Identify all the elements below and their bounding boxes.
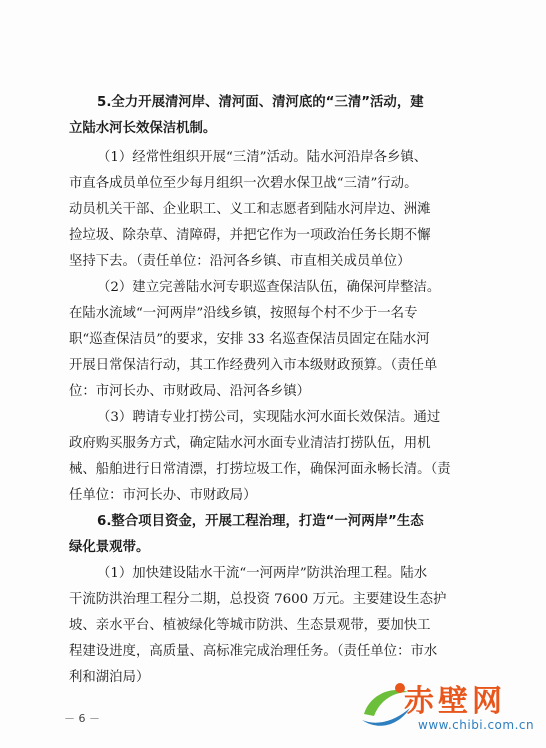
watermark-url: www.chibi.com.cn (418, 718, 535, 732)
paragraph-line: （2）建立完善陆水河专职巡查保洁队伍，确保河岸整洁。 (97, 280, 441, 295)
section-5-heading-line-2: 立陆水河长效保洁机制。 (69, 121, 217, 136)
paragraph-line: （1）经常性组织开展“三清”活动。陆水河沿岸各乡镇、 (97, 150, 428, 165)
chibi-watermark (356, 670, 542, 744)
paragraph-line: 坚持下去。（责任单位：沿河各乡镇、市直相关成员单位） (69, 254, 411, 269)
paragraph-line: 捡垃圾、除杂草、清障碍，并把它作为一项政治任务长期不懈 (69, 228, 431, 243)
paragraph-line: 利和湖泊局） (69, 670, 150, 685)
paragraph-line: 市直各成员单位至少每月组织一次碧水保卫战“三清”行动。 (69, 176, 418, 191)
paragraph-line: 任单位：市河长办、市财政局） (69, 488, 257, 503)
paragraph-line: 坡、亲水平台、植被绿化等城市防洪、生态景观带，要加快工 (69, 618, 431, 633)
paragraph-line: 械、船舶进行日常清漂，打捞垃圾工作，确保河面永畅长清。（责 (69, 462, 451, 477)
paragraph-line: 位：市河长办、市财政局、沿河各乡镇） (69, 384, 311, 399)
paragraph-line: 开展日常保洁行动，其工作经费列入市本级财政预算。（责任单 (69, 358, 438, 373)
section-6-heading-line-2: 绿化景观带。 (69, 540, 150, 555)
watermark-text: 赤壁网 (404, 684, 506, 719)
page-number: － 6 － (64, 712, 100, 725)
paragraph-line: （1）加快建设陆水干流“一河两岸”防洪治理工程。陆水 (97, 566, 428, 581)
paragraph-line: 职“巡查保洁员”的要求，安排 33 名巡查保洁员固定在陆水河 (69, 332, 430, 347)
section-5-heading-line-1: 5.全力开展清河岸、清河面、清河底的“三清”活动，建 (97, 95, 424, 110)
paragraph-line: 干流防洪治理工程分二期，总投资 7600 万元。主要建设生态护 (69, 592, 447, 607)
paragraph-line: 政府购买服务方式，确定陆水河水面专业清洁打捞队伍，用机 (69, 436, 431, 451)
section-6-heading-line-1: 6.整合项目资金，开展工程治理，打造“一河两岸”生态 (97, 514, 424, 529)
paragraph-line: （3）聘请专业打捞公司，实现陆水河水面长效保洁。通过 (97, 410, 441, 425)
paragraph-line: 程建设进度，高质量、高标准完成治理任务。（责任单位：市水 (69, 644, 438, 659)
paragraph-line: 在陆水流域“一河两岸”沿线乡镇，按照每个村不少于一名专 (69, 306, 418, 321)
paragraph-line: 动员机关干部、企业职工、义工和志愿者到陆水河岸边、洲滩 (69, 202, 431, 217)
